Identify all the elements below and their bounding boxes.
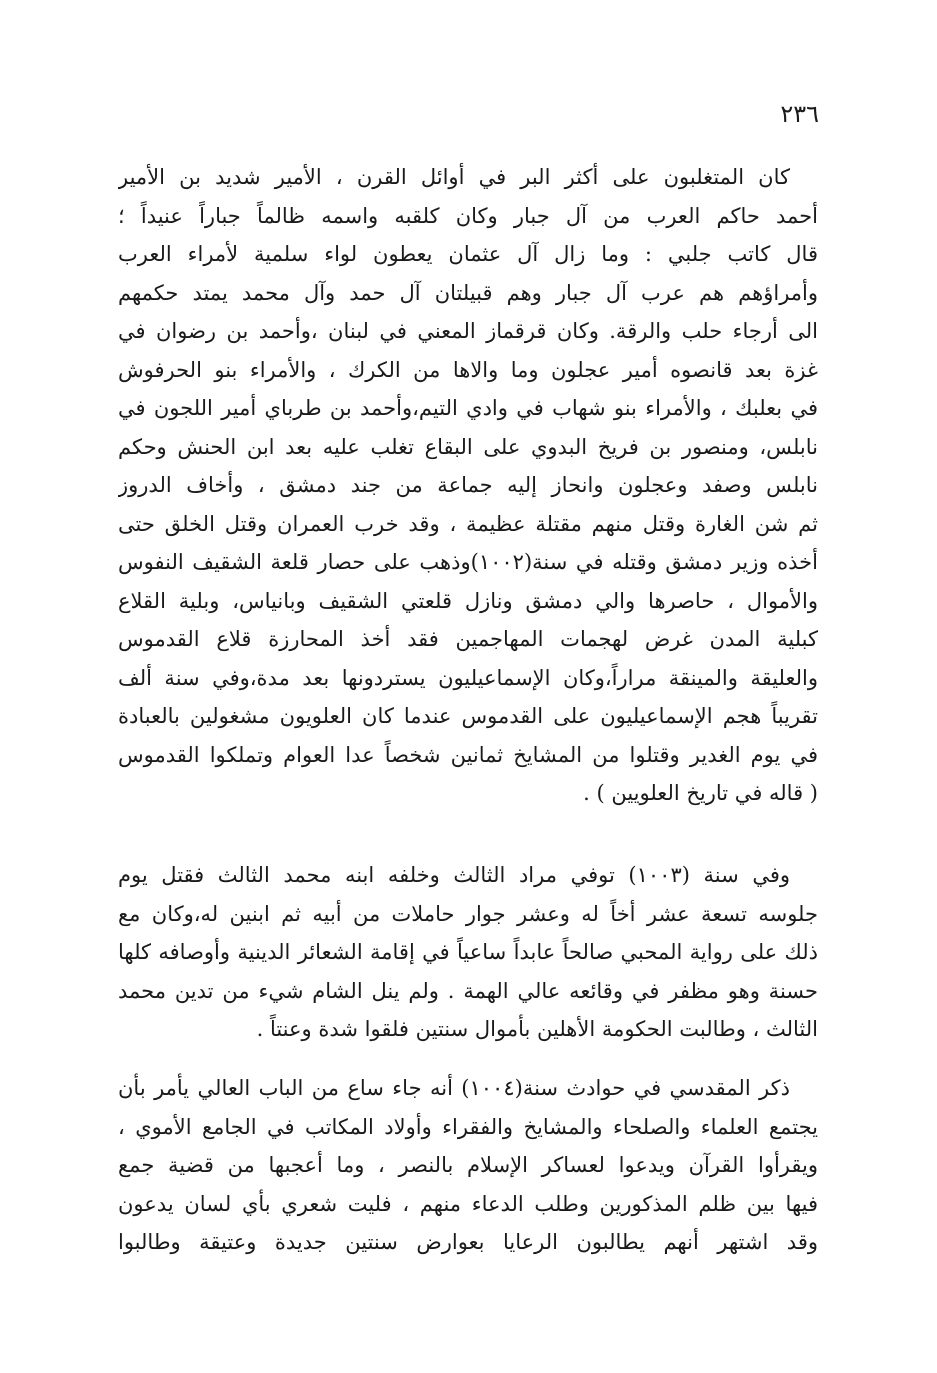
text-line: أخذه وزير دمشق وقتله في سنة(١٠٠٢)وذهب على حصار قلعة الشقيف النفوس <box>118 550 818 574</box>
text-line: وأمراؤهم هم عرب آل جبار وهم قبيلتان آل حمد وآل محمد يمتد حكمهم <box>118 280 818 305</box>
paragraph-1 <box>118 158 818 813</box>
text-line: في بعلبك ، والأمراء بنو شهاب في وادي التيم،وأحمد بن طرباي أمير اللجون في <box>118 396 818 420</box>
page-number: ٢٣٦ <box>780 100 819 128</box>
text-line: ثم شن الغارة وقتل منهم مقتلة عظيمة ، وقد خرب العمران وقتل الخلق حتى <box>118 511 818 536</box>
text-line: كان المتغلبون على أكثر البر في أوائل القرن ، الأمير شديد بن الأمير <box>118 165 790 189</box>
text-line: نابلس وصفد وعجلون وانحاز إليه جماعة من جند دمشق ، وأخاف الدروز <box>118 473 818 497</box>
text-line: الى أرجاء حلب والرقة. وكان قرقماز المعني في لبنان ،وأحمد بن رضوان في <box>118 319 818 343</box>
text-line: ( قاله في تاريخ العلويين ) . <box>583 781 818 805</box>
text-line: جلوسه تسعة عشر أخاً له وعشر جوار حاملات من أبيه ثم ابنين له،وكان مع <box>118 901 818 926</box>
text-line: يجتمع العلماء والصلحاء والمشايخ والفقراء وأولاد المكاتب في الجامع الأموي ، <box>118 1114 818 1139</box>
text-line: حسنة وهو مظفر في وقائعه عالي الهمة . ولم ينل الشام شيء من تدين محمد <box>118 978 818 1003</box>
text-line: أحمد حاكم العرب من آل جبار وكان كلقبه واسمه ظالماً جباراً عنيداً ؛ <box>118 203 818 228</box>
paragraph-3 <box>118 1069 818 1262</box>
text-line: غزة بعد قانصوه أمير عجلون وما والاها من الكرك ، والأمراء بنو الحرفوش <box>118 357 818 382</box>
text-line: ويقرأوا القرآن ويدعوا لعساكر الإسلام بالنصر ، وما أعجبها من قضية جمع <box>118 1153 818 1177</box>
text-line: والعليقة والمينقة مراراً،وكان الإسماعيليون يستردونها بعد مدة،وفي سنة ألف <box>118 665 818 690</box>
text-line: فيها بين ظلم المذكورين وطلب الدعاء منهم ، فليت شعري بأي لسان يدعون <box>118 1191 818 1216</box>
text-line: والأموال ، حاصرها والي دمشق ونازل قلعتي الشقيف وبانياس، وبلية القلاع <box>118 588 818 613</box>
text-line: تقريباً هجم الإسماعيليون على القدموس عندما كان العلويون مشغولين بالعبادة <box>118 704 818 728</box>
text-line: وقد اشتهر أنهم يطالبون الرعايا بعوارض سنتين جديدة وعتيقة وطالبوا <box>118 1230 818 1254</box>
text-line: ذلك على رواية المحبي صالحاً عابداً ساعياً في إقامة الشعائر الدينية وأوصافه كلها <box>118 940 818 964</box>
text-line: كبلية المدن غرض لهجمات المهاجمين فقد أخذ المحارزة قلاع القدموس <box>118 627 818 651</box>
text-line: نابلس، ومنصور بن فريخ البدوي على البقاع تغلب عليه بعد ابن الحنش وحكم <box>118 434 818 459</box>
text-line: قال كاتب جلبي : وما زال آل عثمان يعطون لواء سلمية لأمراء العرب <box>118 242 818 266</box>
text-line: ذكر المقدسي في حوادث سنة(١٠٠٤) أنه جاء ساع من الباب العالي يأمر بأن <box>118 1076 790 1100</box>
text-line: في يوم الغدير وقتلوا من المشايخ ثمانين شخصاً عدا العوام وتملكوا القدموس <box>118 742 818 767</box>
text-line: الثالث ، وطالبت الحكومة الأهلين بأموال سنتين فلقوا شدة وعنتاً . <box>256 1017 818 1041</box>
paragraph-2 <box>118 856 818 1049</box>
text-line: وفي سنة (١٠٠٣) توفي مراد الثالث وخلفه ابنه محمد الثالث فقتل يوم <box>118 863 790 887</box>
